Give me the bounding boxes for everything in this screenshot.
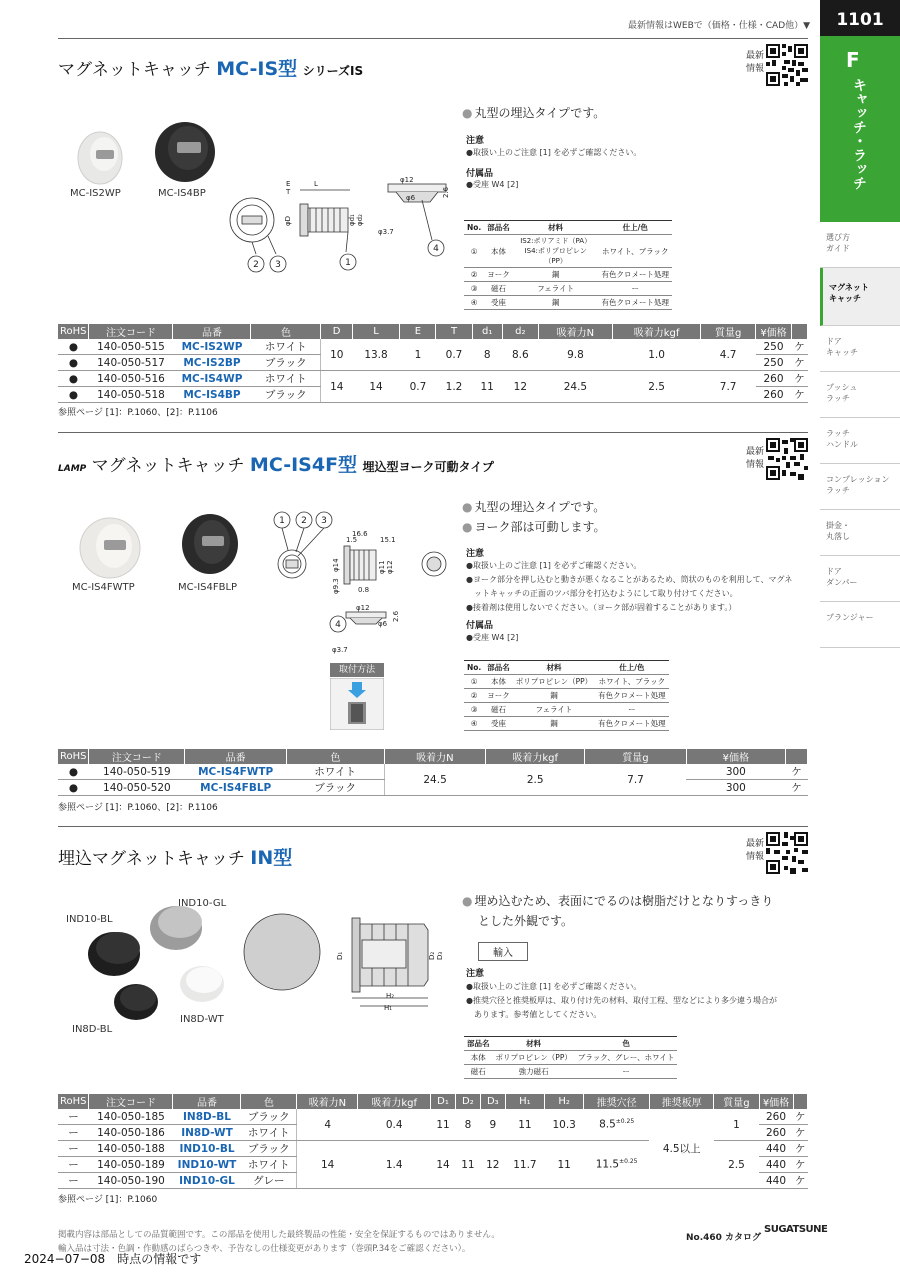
catalog-number: No.460 カタログ <box>686 1233 762 1243</box>
caution-title: 注意 <box>466 969 485 979</box>
mount-method-label: 取付方法 <box>330 663 384 677</box>
feature-bullet: ● 埋め込むため、表面にでるのは樹脂だけとなりすっきり <box>462 892 773 909</box>
svg-text:φ9.3: φ9.3 <box>332 578 340 594</box>
qr-code-icon[interactable] <box>766 832 808 874</box>
accessory-title: 付属品 <box>466 169 494 179</box>
section1-title: マグネットキャッチ MC-IS型 シリーズIS <box>58 58 364 80</box>
svg-text:φ6: φ6 <box>378 620 388 628</box>
table-row: ー 140-050-186 IN8D-WT ホワイト 260 ケ <box>58 1125 808 1141</box>
svg-text:1: 1 <box>345 258 351 268</box>
table-row: ● 140-050-520 MC-IS4FBLP ブラック 300 ケ <box>58 780 808 796</box>
photo-label: MC-IS4BP <box>158 188 206 199</box>
caution-line: ●取扱い上のご注意 [1] を必ずご確認ください。 <box>466 982 642 991</box>
table-row: ● 140-050-516 MC-IS4WP ホワイト 14 14 0.7 1.2 11 12 24.5 2.5 7.7 260 ケ <box>58 371 808 387</box>
section-tab <box>820 36 900 222</box>
caution-title: 注意 <box>466 136 485 146</box>
spec-table-in: RoHS 注文コード 品番 色 吸着力N 吸着力kgf D₁ D₂ D₃ H₁ H₂ 推奨穴径 推奨板厚 質量g ¥価格 ー 140-050-185 IN8D-BL ブラック 4 0.4 11 8 9 11 10.3 $8.5^{\pm 0.25}$ 4.5以上 1 260 ケ ー 140-050-186 IN8D-WT ホワイト 260 ケ ー 140-050-188 IND10-BL ブラック 14 1.4 14 11 12 11.7 11 $11.5^{\pm 0.25}$ 2.5 440 ケ ー 140-050-189 IND10-WT ホワイト 440 ケ ー 140-050-190 IND10-GL グレー 440 ケ <box>60 1096 806 1187</box>
materials-table-in: 部品名 材料 色 本体 ポリプロピレン（PP） ブラック、グレー、ホワイト 磁石 強力磁石 ー <box>464 1036 677 1079</box>
materials-table-is4f: No. 部品名 材料 仕上/色 ① 本体 ポリプロピレン（PP） ホワイト、ブラック ② ヨーク 鋼 有色クロメート処理 ③ 磁石 フェライト ー ④ 受座 鋼 有色クロメート処理 <box>464 660 669 731</box>
caution-line: ●取扱い上のご注意 [1] を必ずご確認ください。 <box>466 148 642 157</box>
svg-text:φ14: φ14 <box>332 558 340 572</box>
svg-text:φ6: φ6 <box>406 194 416 202</box>
feature-bullet: ● ヨーク部は可動します。 <box>462 518 606 535</box>
qr-code-icon[interactable] <box>766 44 808 86</box>
sidebar-item-door-catch[interactable]: ドア キャッチ <box>820 326 900 372</box>
svg-text:1.5: 1.5 <box>346 536 358 544</box>
svg-text:D₂: D₂ <box>428 951 436 960</box>
spec-table-is: RoHS 注文コード 品番 色 D L E T d₁ d₂ 吸着力N 吸着力kgf 質量g ¥価格 ● 140-050-515 MC-IS2WP ホワイト 10 13.8 1 0.7 8 8.6 9.8 1.0 4.7 250 ケ ● 140-050-517 MC-IS2BP ブラック 250 ケ ● 140-050-516 MC-IS4WP ホワイト 14 14 0.7 1.2 11 12 24.5 2.5 7.7 260 ケ ● 140-050-518 MC-IS4BP ブラック 260 ケ <box>58 324 808 403</box>
svg-text:E: E <box>286 180 291 188</box>
caution-line: ●取扱い上のご注意 [1] を必ずご確認ください。 <box>466 561 642 570</box>
svg-text:2.6: 2.6 <box>442 186 450 198</box>
table-row: ー 140-050-190 IND10-GL グレー 440 ケ <box>58 1173 808 1189</box>
dimension-drawing-is <box>210 172 460 280</box>
dimension-drawing-in <box>240 906 460 1016</box>
part-number-link[interactable]: MC-IS4WP <box>173 371 251 387</box>
sidebar-item-compression-latch[interactable]: コンプレッション ラッチ <box>820 464 900 510</box>
part-number-link[interactable]: MC-IS2BP <box>173 355 251 371</box>
section-letter: F <box>846 48 860 72</box>
part-number-link[interactable]: MC-IS2WP <box>173 339 251 355</box>
photo-label: MC-IS4FWTP <box>72 582 135 593</box>
table-row: ● 140-050-519 MC-IS4FWTP ホワイト 24.5 2.5 7.7 300 ケ <box>58 764 808 780</box>
part-number-link[interactable]: MC-IS4FBLP <box>185 780 287 796</box>
accessory-line: ●受座 W4 [2] <box>466 180 519 189</box>
sidebar-item-door-damper[interactable]: ドア ダンパー <box>820 556 900 602</box>
section3-title: 埋込マグネットキャッチ IN型 <box>58 847 293 869</box>
table-row: ● 140-050-517 MC-IS2BP ブラック 250 ケ <box>58 355 808 371</box>
qr-code-icon[interactable] <box>766 438 808 480</box>
caution-line: あります。参考値としてください。 <box>474 1010 602 1019</box>
accessory-title: 付属品 <box>466 621 494 631</box>
sidebar-nav <box>820 222 900 648</box>
sidebar-item-guide[interactable]: 選び方 ガイド <box>820 222 900 268</box>
part-number-link[interactable]: IND10-WT <box>173 1157 241 1173</box>
sidebar-item-hasp[interactable]: 掛金・ 丸落し <box>820 510 900 556</box>
part-number-link[interactable]: MC-IS4BP <box>173 387 251 403</box>
svg-text:L: L <box>314 180 318 188</box>
svg-text:16.6: 16.6 <box>352 530 368 538</box>
photo-label: MC-IS2WP <box>70 188 121 199</box>
import-badge: 輸入 <box>478 942 528 961</box>
svg-text:0.8: 0.8 <box>358 586 370 594</box>
caution-line: ●ヨーク部分を押し込むと動きが悪くなることがあるため、筒状のものを利用して、マグネ <box>466 575 793 584</box>
svg-text:φ12: φ12 <box>400 176 414 184</box>
section2-title: LAMP マグネットキャッチ MC-IS4F型 埋込型ヨーク可動タイプ <box>58 454 494 476</box>
svg-text:2: 2 <box>301 516 307 526</box>
part-number-link[interactable]: IND10-GL <box>173 1173 241 1189</box>
svg-text:φ11: φ11 <box>378 560 386 574</box>
sidebar-item-magnet-catch[interactable]: マグネット キャッチ <box>820 268 900 326</box>
accessory-line: ●受座 W4 [2] <box>466 633 519 642</box>
svg-text:φd₂: φd₂ <box>356 214 364 226</box>
lamp-logo: LAMP <box>58 464 87 474</box>
feature-bullet-cont: とした外観です。 <box>478 914 574 928</box>
sidebar-item-plunger[interactable]: プランジャー <box>820 602 900 648</box>
svg-text:T: T <box>286 188 291 196</box>
materials-table-is: No. 部品名 材料 仕上/色 ① 本体 IS2:ポリアミド（PA） IS4:ポリプロピレン（PP） ホワイト、ブラック ② ヨーク 鋼 有色クロメート処理 ③ 磁石 フェライト ー ④ 受座 鋼 有色クロメート処理 <box>464 220 672 310</box>
svg-text:15.1: 15.1 <box>380 536 396 544</box>
photo-label: IND10-GL <box>178 898 227 909</box>
mount-method-figure <box>330 678 384 730</box>
section-name: キャッチ・ラッチ <box>851 78 867 190</box>
section1-model: MC-IS型 <box>216 58 298 80</box>
caution-line: ットキャッチの正面のツバ部分を打込むようにして取り付けてください。 <box>474 589 738 598</box>
svg-text:4: 4 <box>335 620 341 630</box>
photo-label: IN8D-WT <box>180 1014 224 1025</box>
reference-pages: 参照ページ [1]：P.1060、[2]：P.1106 <box>58 408 218 418</box>
svg-text:D₁: D₁ <box>336 951 344 960</box>
table-row: ー 140-050-188 IND10-BL ブラック 14 1.4 14 11 12 11.7 11 $11.5^{\pm 0.25}$ 2.5 440 ケ <box>58 1141 808 1157</box>
photo-label: MC-IS4FBLP <box>178 582 238 593</box>
photo-label: IND10-BL <box>66 914 113 925</box>
svg-text:φd₁: φd₁ <box>348 214 356 226</box>
section2-model: MC-IS4F型 <box>249 454 358 476</box>
qr-label: 最新 情報 <box>745 839 764 862</box>
table-row: ● 140-050-515 MC-IS2WP ホワイト 10 13.8 1 0.7 8 8.6 9.8 1.0 4.7 250 ケ <box>58 339 808 355</box>
svg-text:φ3.7: φ3.7 <box>378 228 394 236</box>
sidebar-item-latch-handle[interactable]: ラッチ ハンドル <box>820 418 900 464</box>
part-number-link[interactable]: IN8D-WT <box>173 1125 241 1141</box>
feature-bullet: ● 丸型の埋込タイプです。 <box>462 104 605 121</box>
product-photos-is4f <box>70 510 240 582</box>
caution-line: ●推奨穴径と推奨板厚は、取り付け先の材料、取付工程、型などにより多少違う場合が <box>466 996 777 1005</box>
reference-pages: 参照ページ [1]：P.1060 <box>58 1195 158 1205</box>
svg-text:1: 1 <box>279 516 285 526</box>
part-number-link[interactable]: IND10-BL <box>173 1141 241 1157</box>
svg-text:2.6: 2.6 <box>392 610 400 622</box>
svg-text:H₁: H₁ <box>384 1004 393 1012</box>
section-divider <box>58 38 808 39</box>
qr-label: 最新 情報 <box>745 51 764 74</box>
feature-bullet: ● 丸型の埋込タイプです。 <box>462 498 605 515</box>
section3-model: IN型 <box>250 847 293 869</box>
caution-title: 注意 <box>466 549 485 559</box>
section-divider <box>58 826 808 827</box>
photo-label: IN8D-BL <box>72 1024 113 1035</box>
section-divider <box>58 432 808 433</box>
spec-table-is4f: RoHS 注文コード 品番 色 吸着力N 吸着力kgf 質量g ¥価格 ● 140-050-519 MC-IS4FWTP ホワイト 24.5 2.5 7.7 300 ケ ● 140-050-520 MC-IS4FBLP ブラック 300 ケ <box>58 749 808 796</box>
table-row: ー 140-050-189 IND10-WT ホワイト 440 ケ <box>58 1157 808 1173</box>
svg-text:H₂: H₂ <box>386 992 395 1000</box>
reference-pages: 参照ページ [1]：P.1060、[2]：P.1106 <box>58 803 218 813</box>
part-number-link[interactable]: MC-IS4FWTP <box>185 764 287 780</box>
caution-line: ●接着剤は使用しないでください。（ヨーク部が固着することがあります。） <box>466 603 737 612</box>
brand-logo: SUGATSUNE <box>764 1224 828 1235</box>
table-row: ー 140-050-185 IN8D-BL ブラック 4 0.4 11 8 9 11 10.3 $8.5^{\pm 0.25}$ 4.5以上 1 260 ケ <box>58 1109 808 1125</box>
footer-disclaimer: 掲載内容は部品としての品質範囲です。この部品を使用した最終製品の性能・安全を保証するものではありません。 輸入品は寸法・色調・作動感のばらつきや、予告なしの仕様変更があります（巻頭P.34をご確認ください）。 <box>58 1230 500 1254</box>
svg-text:D₃: D₃ <box>436 951 444 960</box>
svg-text:4: 4 <box>433 244 439 254</box>
svg-text:φ3.7: φ3.7 <box>332 646 348 654</box>
dimension-drawing-is4f <box>262 508 462 658</box>
svg-text:3: 3 <box>321 516 327 526</box>
qr-label: 最新 情報 <box>745 447 764 470</box>
svg-text:φ12: φ12 <box>386 560 394 574</box>
page-number: 1101 <box>820 0 900 36</box>
web-info-note: 最新情報はWEBで（価格・仕様・CAD他）▼ <box>628 21 811 31</box>
svg-text:3: 3 <box>275 260 281 270</box>
svg-text:φ12: φ12 <box>356 604 370 612</box>
svg-text:φD: φD <box>284 215 292 226</box>
sidebar-item-push-latch[interactable]: プッシュ ラッチ <box>820 372 900 418</box>
part-number-link[interactable]: IN8D-BL <box>173 1109 241 1125</box>
svg-text:2: 2 <box>253 260 259 270</box>
date-stamp: 2024−07−08 時点の情報です <box>24 1252 202 1266</box>
table-row: ● 140-050-518 MC-IS4BP ブラック 260 ケ <box>58 387 808 403</box>
product-photos-is <box>70 118 230 188</box>
